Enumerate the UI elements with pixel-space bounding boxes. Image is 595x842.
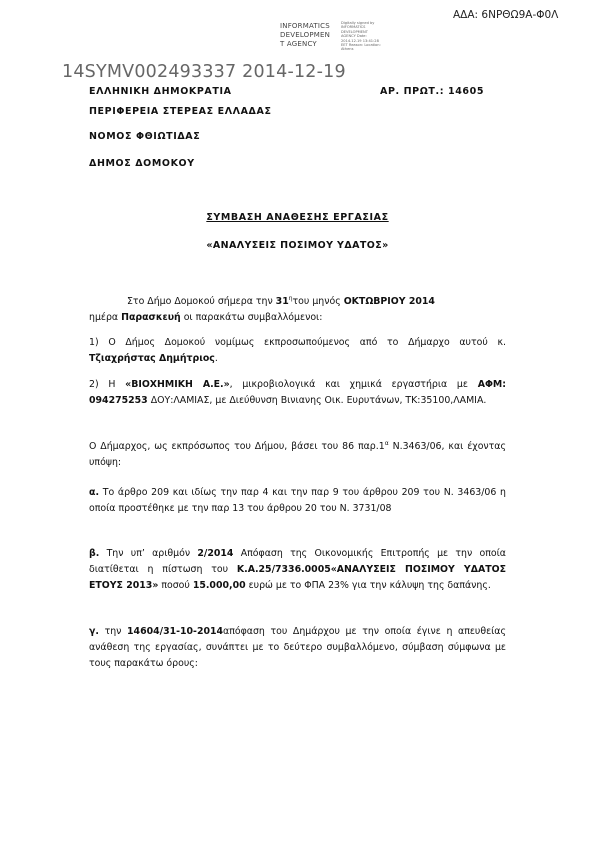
header-republic: ΕΛΛΗΝΙΚΗ ΔΗΜΟΚΡΑΤΙΑ — [89, 86, 232, 97]
header-municipality: ΔΗΜΟΣ ΔΟΜΟΚΟΥ — [89, 158, 195, 169]
party-two-paragraph: 2) Η «ΒΙΟΧΗΜΙΚΗ Α.Ε.», μικροβιολογικά και χημικά εργαστήρια με ΑΦΜ: 094275253 ΔΟΥ:ΛΑΜΙΑΣ, με Διεύθυνση Βινιανης Οικ. Ευρυτάνων, ΤΚ:35100,ΛΑΜΙΑ. — [89, 379, 507, 406]
clause-a-paragraph: α. Το άρθρο 209 και ιδίως την παρ 4 και την παρ 9 του άρθρου 209 του Ν. 3463/06 η οποία προστέθηκε με την παρ 13 του άρθρου 20 του Ν. 3731/08 — [89, 487, 506, 514]
header-prefecture: ΝΟΜΟΣ ΦΘΙΩΤΙΔΑΣ — [89, 131, 201, 142]
mayor-paragraph: Ο Δήμαρχος, ως εκπρόσωπος του Δήμου, βάσει του 86 $\pi\alpha\rho.1^\alpha$ Ν.3463/06, και έχοντας υπόψη: — [89, 440, 506, 469]
signature-org — [280, 22, 330, 49]
clause-c-paragraph: γ. την 14604/31-10-2014απόφαση του Δημάρχου με την οποία έγινε η απευθείας ανάθεση της εργασίας, συνάπτει με το δεύτερο συμβαλλόμενο, σύμβαση σύμφωνα με τους παρακάτω όρους: — [89, 626, 506, 669]
ada-code: ΑΔΑ: 6ΝΡΘΩ9Α-Φ0Λ — [453, 9, 559, 21]
contract-subtitle: «ΑΝΑΛΥΣΕΙΣ ΠΟΣΙΜΟΥ ΥΔΑΤΟΣ» — [206, 240, 389, 251]
intro-paragraph: Στο Δήμο Δομοκού σήμερα την $31^\eta\tau o\upsilon$ μηνός ΟΚΤΩΒΡΙΟΥ 2014 ημέρα Παρασκευή οι παρακάτω συμβαλλόμενοι: — [89, 295, 435, 324]
signature-org-line: T AGENCY — [280, 40, 317, 48]
signature-meta: Digitally signed by INFORMATICS DEVELOPMENT AGENCY Date: 2014.12.19 13:41:28 EET Reason: Location: Athens — [341, 21, 381, 52]
party-one-paragraph: 1) Ο Δήμος Δομοκού νομίμως εκπροσωπούμενος από το Δήμαρχο αυτού κ. Τζιαχρήστας Δημήτριος. — [89, 337, 506, 364]
clause-b-paragraph: β. Την υπ’ αριθμόν 2/2014 Απόφαση της Οικονομικής Επιτροπής με την οποία διατίθεται η πίστωση του Κ.Α.25/7336.0005«ΑΝΑΛΥΣΕΙΣ ΠΟΣΙΜΟΥ ΥΔΑΤΟΣ ΕΤΟΥΣ 2013» ποσού 15.000,00 ευρώ με το ΦΠΑ 23% για την κάλυψη της δαπάνης. — [89, 548, 506, 591]
header-region: ΠΕΡΙΦΕΡΕΙΑ ΣΤΕΡΕΑΣ ΕΛΛΑΔΑΣ — [89, 106, 272, 117]
protocol-number: ΑΡ. ΠΡΩΤ.: 14605 — [380, 86, 485, 97]
document-stamp: 14SYMV002493337 2014-12-19 — [62, 62, 346, 82]
contract-title: ΣΥΜΒΑΣΗ ΑΝΑΘΕΣΗΣ ΕΡΓΑΣΙΑΣ — [206, 212, 389, 223]
signature-org-line: DEVELOPMEN — [280, 31, 331, 39]
signature-org-line: INFORMATICS — [280, 22, 330, 30]
